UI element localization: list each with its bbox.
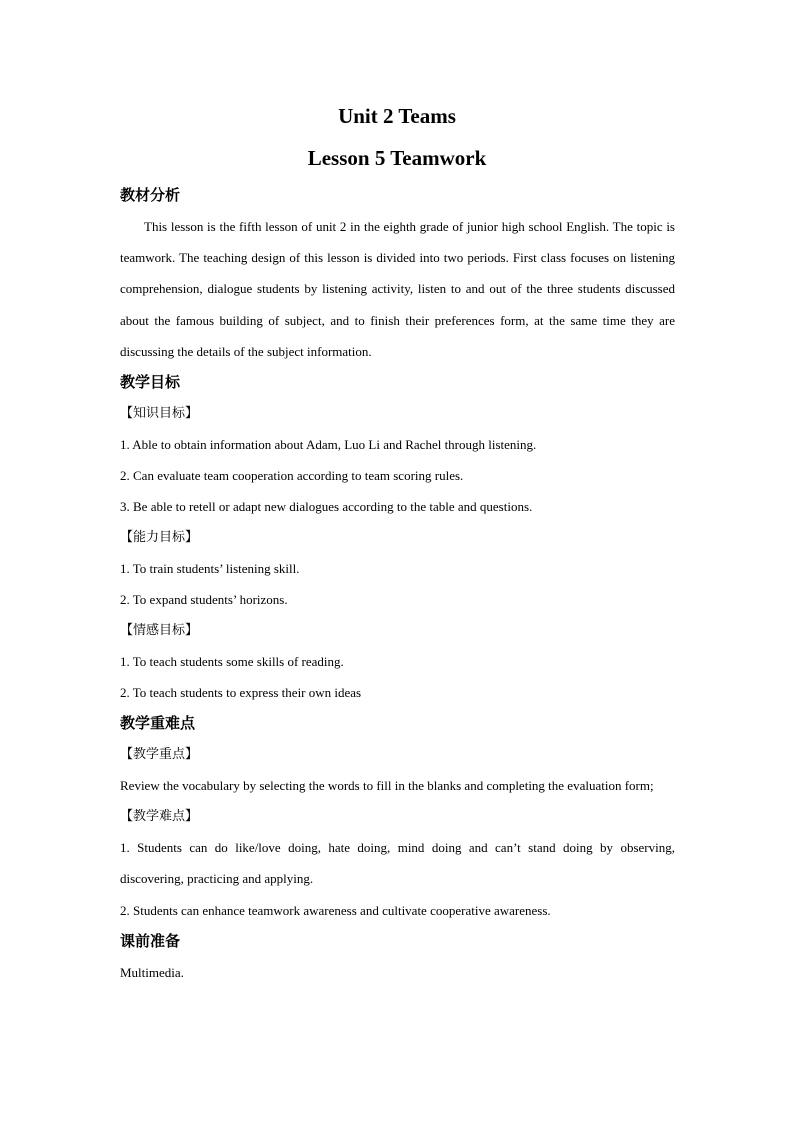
section-heading-objectives: 教学目标 (120, 373, 181, 392)
section-heading-preparation: 课前准备 (120, 931, 181, 950)
analysis-paragraph: This lesson is the fifth lesson of unit 2 in the eighth grade of junior high school English. The topic is teamwork. The teaching design of this lesson is divided into two periods. First class focuses on listening comprehension, dialogue students by listening activity, listen to and out of the three students discussed about the famous building of subject, and to finish their preferences form, at the same time they are discussing the details of the subject information. (120, 219, 675, 359)
subheading-focus: 【教学重点】 (120, 747, 199, 763)
knowledge-item: 1. Able to obtain information about Adam, Luo Li and Rachel through listening. (120, 437, 537, 453)
subheading-difficulty: 【教学难点】 (120, 809, 199, 825)
knowledge-item: 3. Be able to retell or adapt new dialogues according to the table and questions. (120, 499, 533, 515)
ability-item: 2. To expand students’ horizons. (120, 592, 288, 608)
document-title: Unit 2 Teams (338, 104, 456, 128)
difficulty-item: 2. Students can enhance teamwork awareness and cultivate cooperative awareness. (120, 902, 551, 918)
preparation-text: Multimedia. (120, 964, 184, 980)
emotion-item: 1. To teach students some skills of reading. (120, 654, 344, 670)
lesson-title: Lesson 5 Teamwork (307, 146, 487, 170)
emotion-item: 2. To teach students to express their own ideas (120, 685, 362, 701)
knowledge-item: 2. Can evaluate team cooperation according to team scoring rules. (120, 468, 464, 484)
section-heading-key-points: 教学重难点 (120, 714, 196, 733)
subheading-emotion: 【情感目标】 (120, 623, 199, 639)
focus-paragraph: Review the vocabulary by selecting the words to fill in the blanks and completing the evaluation form; (120, 778, 654, 794)
ability-item: 1. To train students’ listening skill. (120, 561, 300, 577)
subheading-ability: 【能力目标】 (120, 530, 199, 546)
subheading-knowledge: 【知识目标】 (120, 406, 199, 422)
section-heading-analysis: 教材分析 (120, 186, 181, 204)
document-body (120, 180, 675, 988)
difficulty-item: 1. Students can do like/love doing, hate doing, mind doing and can’t stand doing by observing, discovering, practicing and applying. (120, 840, 675, 887)
